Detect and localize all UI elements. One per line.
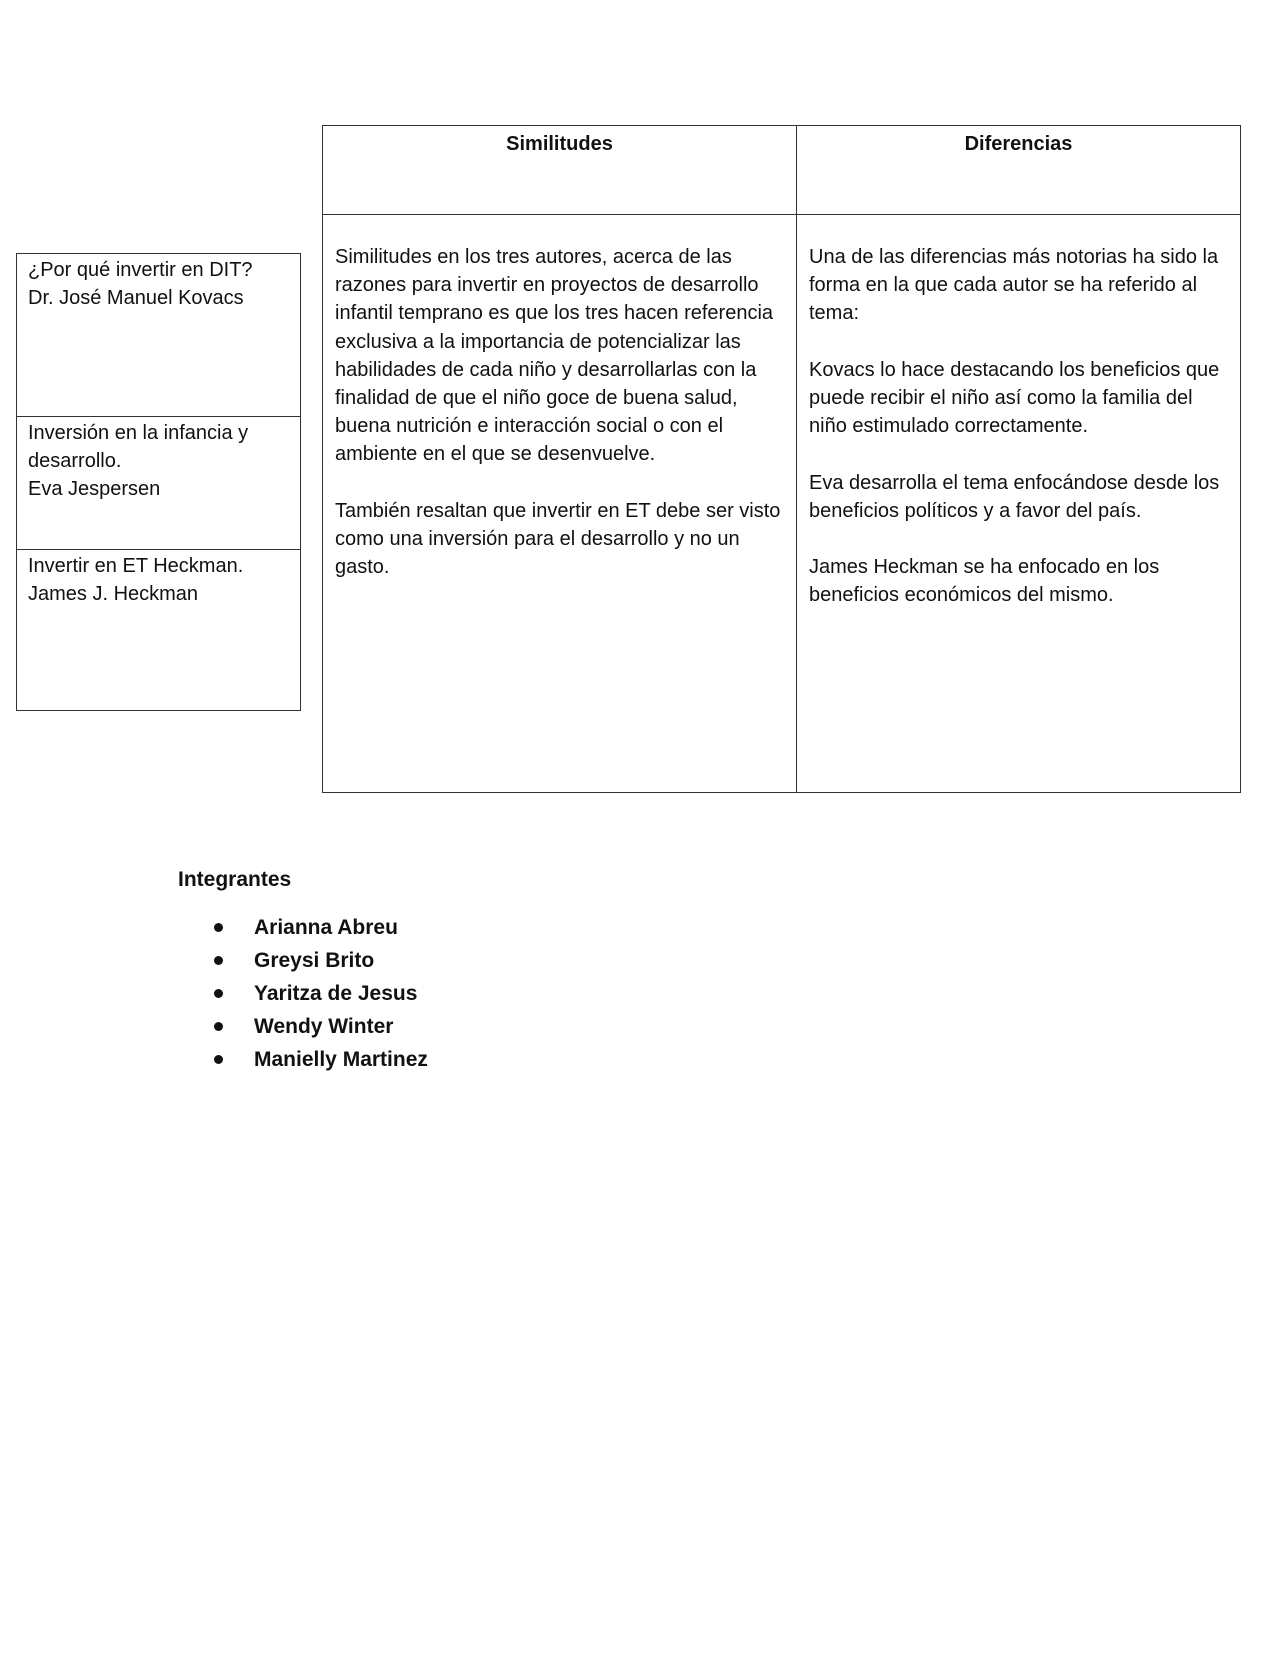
diferencias-cell (809, 243, 1234, 638)
comparison-table (322, 125, 1241, 793)
similitudes-cell (335, 243, 790, 610)
members-heading: Integrantes (178, 868, 292, 891)
diferencias-paragraph: Eva desarrolla el tema enfocándose desde los beneficios políticos y a favor del país. (809, 471, 1220, 522)
diferencias-paragraph: James Heckman se ha enfocado en los beneficios económicos del mismo. (809, 556, 1160, 607)
bullet-icon (214, 956, 223, 965)
header-row-divider (323, 214, 1240, 215)
bullet-icon (214, 989, 223, 998)
author-title: ¿Por qué invertir en DIT? (28, 259, 253, 281)
similitudes-paragraph: También resaltan que invertir en ET debe ser visto como una inversión para el desarrollo y no un gasto. (335, 499, 781, 579)
authors-table (16, 253, 301, 711)
list-item (210, 980, 428, 1013)
list-item (210, 1046, 428, 1079)
list-item (210, 1013, 428, 1046)
author-cell-heckman (17, 549, 300, 712)
author-cell-jespersen (17, 416, 300, 549)
member-name: Arianna Abreu (254, 916, 398, 939)
header-similitudes: Similitudes (506, 133, 613, 155)
member-name: Manielly Martinez (254, 1048, 428, 1071)
author-name: Dr. José Manuel Kovacs (28, 287, 244, 309)
list-item (210, 914, 428, 947)
author-title: Invertir en ET Heckman. (28, 555, 244, 577)
list-item (210, 947, 428, 980)
author-title: Inversión en la infancia y (28, 422, 249, 444)
diferencias-paragraph: Una de las diferencias más notorias ha sido la forma en la que cada autor se ha referido al tema: (809, 246, 1219, 325)
member-name: Yaritza de Jesus (254, 982, 418, 1005)
members-list (210, 914, 428, 1079)
author-title-continued: desarrollo. (28, 450, 122, 472)
similitudes-paragraph: Similitudes en los tres autores, acerca de las razones para invertir en proyectos de desarrollo infantil temprano es que los tres hacen referencia exclusiva a la importancia de potencializar las habilidades de cada niño y desarrollarlas con la finalidad de que el niño goce de buena salud, buena nutrición e interacción social o con el ambiente en el que se desenvuelve. (335, 246, 774, 466)
diferencias-paragraph: Kovacs lo hace destacando los beneficios que puede recibir el niño así como la familia del niño estimulado correctamente. (809, 358, 1220, 438)
member-name: Wendy Winter (254, 1015, 394, 1038)
bullet-icon (214, 923, 223, 932)
bullet-icon (214, 1055, 223, 1064)
author-name: Eva Jespersen (28, 478, 161, 500)
column-divider (796, 126, 797, 792)
author-name: James J. Heckman (28, 583, 199, 605)
header-diferencias: Diferencias (964, 133, 1073, 155)
member-name: Greysi Brito (254, 949, 375, 972)
author-cell-kovacs (17, 254, 300, 416)
bullet-icon (214, 1022, 223, 1031)
